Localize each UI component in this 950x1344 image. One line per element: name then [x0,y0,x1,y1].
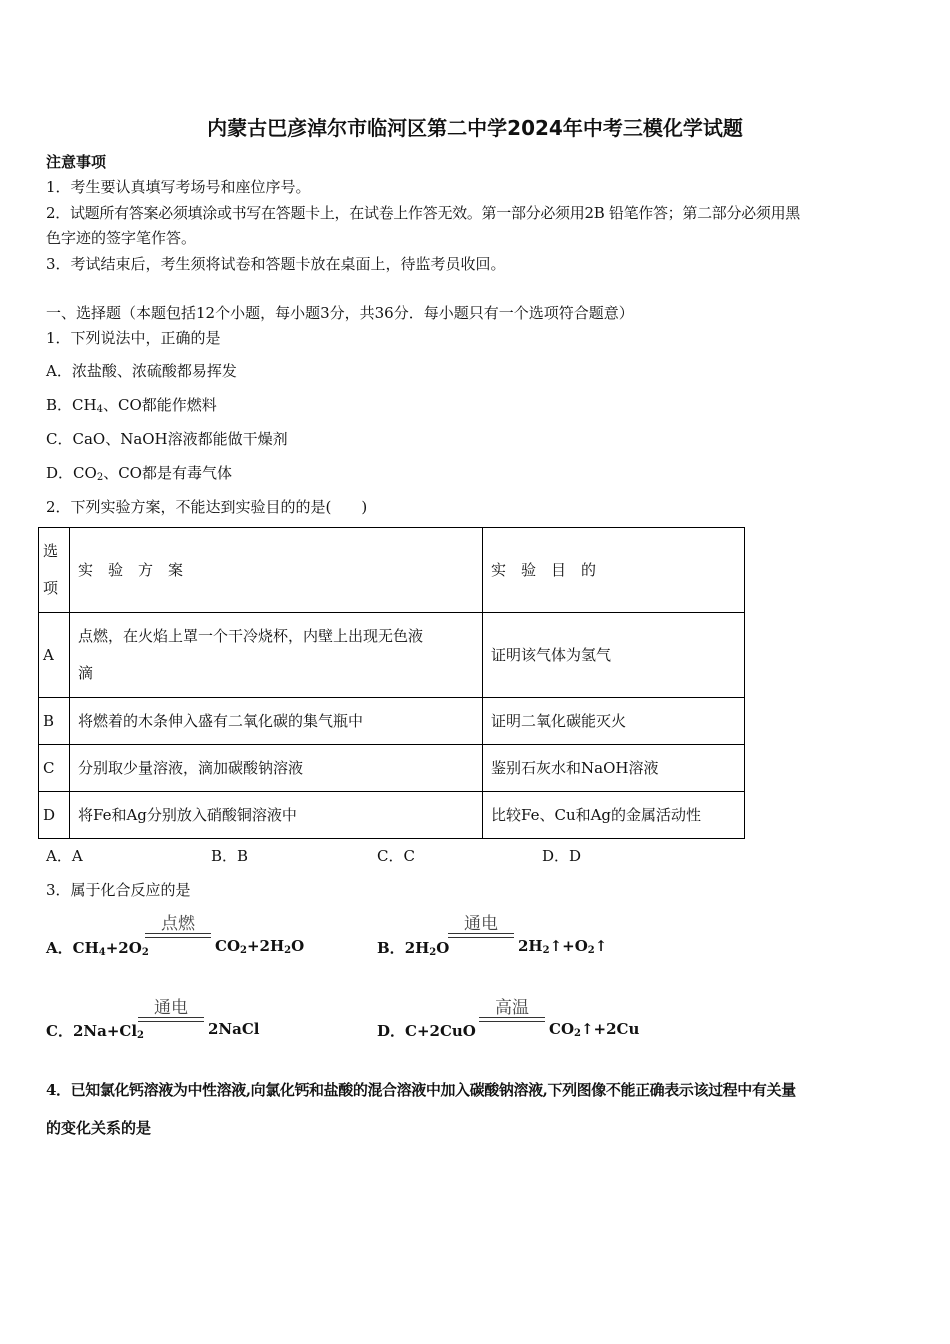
q1-stem: 1．下列说法中，正确的是 [46,329,221,347]
row-goal: 比较Fe、Cu和Ag的金属活动性 [483,792,745,839]
q2-answer-d: D．D [542,847,582,865]
row-plan: 分别取少量溶液，滴加碳酸钠溶液 [70,745,483,792]
row-plan: 将燃着的木条伸入盛有二氧化碳的集气瓶中 [70,698,483,745]
q3-option-a-reactants: A．$CH_4+2O_2$ [46,939,149,958]
notice-heading: 注意事项 [46,153,107,171]
q3-option-c-equals [138,1017,204,1022]
table-row [39,613,745,698]
q3-option-a-condition: 点燃 [161,914,195,934]
row-plan: 将Fe和Ag分别放入硝酸铜溶液中 [70,792,483,839]
page-title: 内蒙古巴彦淖尔市临河区第二中学2024年中考三模化学试题 [207,116,743,140]
table-row [39,745,745,792]
q4-stem-line2: 的变化关系的是 [46,1119,152,1137]
q3-option-d-equals [479,1017,545,1022]
q3-stem: 3．属于化合反应的是 [46,881,191,899]
q2-answer-c: C．C [377,847,415,865]
section-heading: 一、选择题（本题包括12个小题，每小题3分，共36分．每小题只有一个选项符合题意） [46,304,634,322]
q3-option-b-products: $2H_2↑+O_2↑$ [518,937,608,956]
q2-answer-b: B．B [211,847,249,865]
row-goal: 证明该气体为氢气 [483,613,745,698]
q3-option-d-condition: 高温 [495,998,529,1018]
q1-option-c: C．CaO、NaOH溶液都能做干燥剂 [46,430,288,448]
row-option: B [39,698,70,745]
row-goal: 证明二氧化碳能灭火 [483,698,745,745]
notice-item-2: 2．试题所有答案必须填涂或书写在答题卡上，在试卷上作答无效。第一部分必须用2B 铅笔作答；第二部分必须用黑 [46,204,800,222]
experiment-table [38,527,745,839]
q1-option-d: D．$CO_2$、CO都是有毒气体 [46,464,232,483]
q3-option-b-condition: 通电 [464,914,498,934]
q3-option-d-reactants: D．C+2CuO [377,1022,476,1040]
q3-option-c-condition: 通电 [154,998,188,1018]
q1-option-a: A．浓盐酸、浓硫酸都易挥发 [46,362,237,380]
row-option: D [39,792,70,839]
q4-stem-line1: 4．已知氯化钙溶液为中性溶液,向氯化钙和盐酸的混合溶液中加入碳酸钠溶液,下列图像不能正确表示该过程中有关量 [46,1081,796,1099]
table-row [39,792,745,839]
q2-answer-a: A．A [46,847,83,865]
notice-item-1: 1．考生要认真填写考场号和座位序号。 [46,178,311,196]
q2-stem: 2．下列实验方案，不能达到实验目的的是( ) [46,498,368,516]
row-plan: 点燃，在火焰上罩一个干冷烧杯，内壁上出现无色液 滴 [70,613,483,698]
row-option: A [39,613,70,698]
table-header-row [39,528,745,613]
q3-option-d-products: $CO_2↑+2Cu$ [549,1020,640,1039]
q3-option-c-products: 2NaCl [208,1020,260,1038]
header-option: 选 项 [39,528,70,613]
header-plan: 实 验 方 案 [70,528,483,613]
notice-item-3: 3．考试结束后，考生须将试卷和答题卡放在桌面上，待监考员收回。 [46,255,506,273]
q3-option-a-equals [145,933,211,938]
q1-option-b: B．$CH_4$、CO都能作燃料 [46,396,217,415]
row-option: C [39,745,70,792]
header-goal: 实 验 目 的 [483,528,745,613]
q3-option-b-equals [448,933,514,938]
q3-option-a-products: $CO_2+2H_2O$ [215,937,305,956]
table-row [39,698,745,745]
q3-option-b-reactants: B．$2H_2O$ [377,939,450,958]
row-goal: 鉴别石灰水和NaOH溶液 [483,745,745,792]
notice-item-2-cont: 色字迹的签字笔作答。 [46,229,197,247]
q3-option-c-reactants: C．$2Na+Cl_2$ [46,1022,144,1041]
